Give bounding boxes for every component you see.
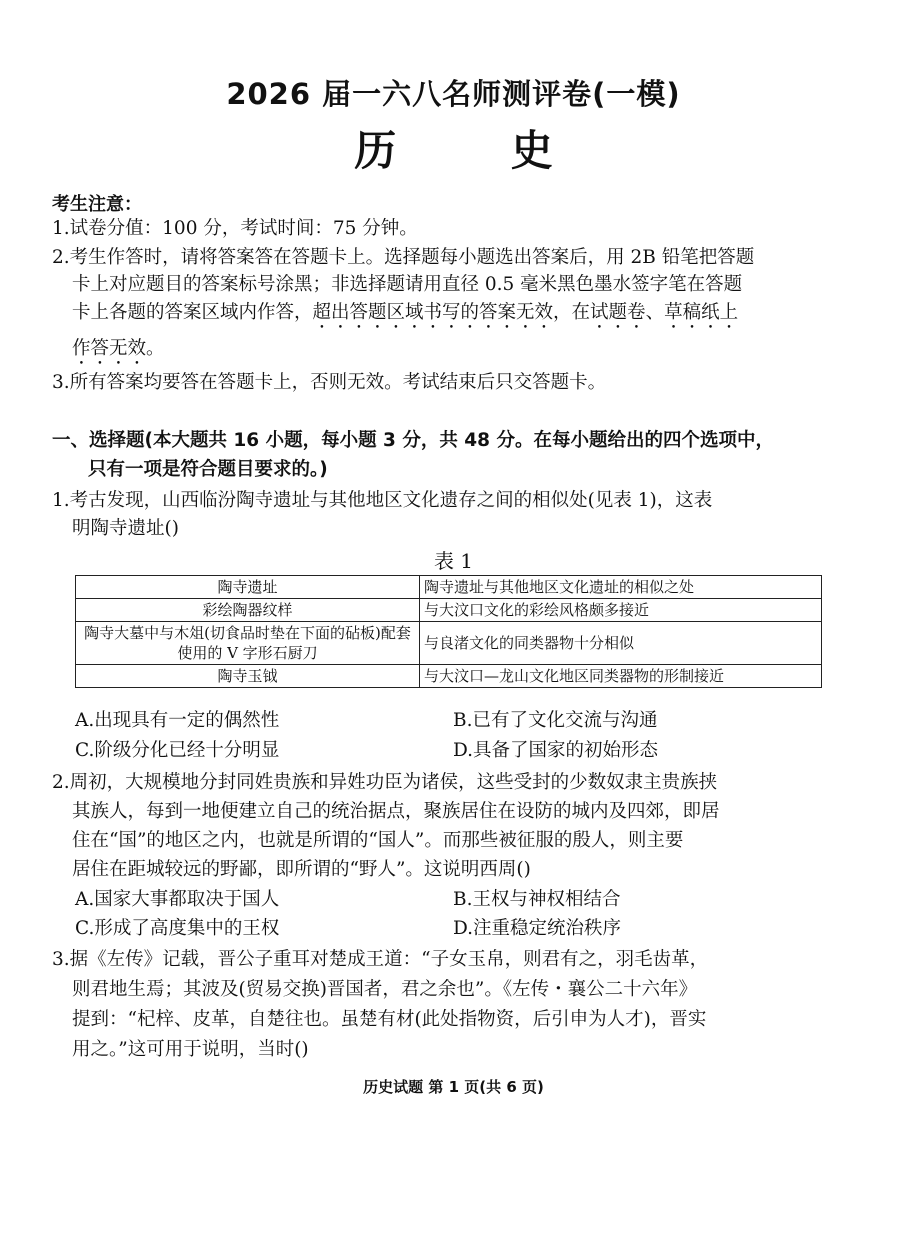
notice-item-3: 3.所有答案均要答在答题卡上，否则无效。考试结束后只交答题卡。 <box>52 372 607 393</box>
table-cell: 与大汶口—龙山文化地区同类器物的形制接近 <box>420 665 822 688</box>
table-row <box>76 622 822 665</box>
q2-stem-line-2: 其族人，每到一地便建立自己的统治据点，聚族居住在设防的城内及四郊，即居 <box>72 801 720 822</box>
page-footer: 历史试题 第 1 页(共 6 页) <box>363 1078 544 1096</box>
emphasis-text: 草稿纸上 <box>664 302 739 323</box>
q1-option-d: D.具备了国家的初始形态 <box>453 740 659 761</box>
notice-item-2-line-1: 2.考生作答时，请将答案答在答题卡上。选择题每小题选出答案后，用 2B 铅笔把答题 <box>52 247 755 268</box>
table-cell: 陶寺遗址与其他地区文化遗址的相似之处 <box>420 576 822 599</box>
table-cell: 彩绘陶器纹样 <box>76 599 420 622</box>
notice-text: 。 <box>146 338 165 359</box>
notice-item-1: 1.试卷分值：100 分，考试时间：75 分钟。 <box>52 218 418 239</box>
q2-option-c: C.形成了高度集中的王权 <box>75 918 280 939</box>
table-row <box>76 599 822 622</box>
notice-item-2-line-4 <box>72 334 862 369</box>
notice-text: ，在 <box>553 302 591 323</box>
q3-stem-line-1: 3.据《左传》记载，晋公子重耳对楚成王道：“子女玉帛，则君有之，羽毛齿革， <box>52 949 709 970</box>
subject-title: 历 史 <box>354 126 603 175</box>
q2-stem-line-1: 2.周初，大规模地分封同姓贵族和异姓功臣为诸侯，这些受封的少数奴隶主贵族挟 <box>52 772 718 793</box>
table-cell: 与大汶口文化的彩绘风格颇多接近 <box>420 599 822 622</box>
table-caption: 表 1 <box>433 549 474 573</box>
table-row <box>76 665 822 688</box>
q2-stem-line-4: 居住在距城较远的野鄙，即所谓的“野人”。这说明西周() <box>72 859 531 880</box>
q1-stem-line-1: 1.考古发现，山西临汾陶寺遗址与其他地区文化遗存之间的相似处(见表 1)，这表 <box>52 490 713 511</box>
q2-option-a: A.国家大事都取决于国人 <box>75 889 280 910</box>
q1-option-b: B.已有了文化交流与沟通 <box>453 710 658 731</box>
q1-stem-line-2: 明陶寺遗址() <box>72 518 179 539</box>
q3-stem-line-4: 用之。”这可用于说明，当时() <box>72 1039 309 1060</box>
notice-item-2-line-2: 卡上对应题目的答案标号涂黑；非选择题请用直径 0.5 毫米黑色墨水签字笔在答题 <box>72 274 743 295</box>
notice-item-2-line-3 <box>72 298 862 333</box>
table-row <box>76 576 822 599</box>
q3-stem-line-2: 则君地生焉；其波及(贸易交换)晋国者，君之余也”。《左传・襄公二十六年》 <box>72 979 698 1000</box>
notice-text: 卡上各题的答案区域内作答， <box>72 302 313 323</box>
table-cell: 陶寺遗址 <box>76 576 420 599</box>
section-heading-line-1: 一、选择题(本大题共 16 小题，每小题 3 分，共 48 分。在每小题给出的四个选项中， <box>52 430 774 451</box>
q2-option-b: B.王权与神权相结合 <box>453 889 621 910</box>
q1-option-a: A.出现具有一定的偶然性 <box>75 710 280 731</box>
q2-option-d: D.注重稳定统治秩序 <box>453 918 622 939</box>
table-cell: 陶寺玉钺 <box>76 665 420 688</box>
q2-stem-line-3: 住在“国”的地区之内，也就是所谓的“国人”。而那些被征服的殷人，则主要 <box>72 830 684 851</box>
emphasis-text: 超出答题区域书写的答案无效 <box>312 302 554 323</box>
emphasis-text: 作答无效 <box>72 338 147 359</box>
q1-option-c: C.阶级分化已经十分明显 <box>75 740 280 761</box>
table-cell: 陶寺大墓中与木俎(切食品时垫在下面的砧板)配套使用的 V 字形石厨刀 <box>76 622 420 665</box>
notice-text: 、 <box>645 302 665 323</box>
section-heading-line-2: 只有一项是符合题目要求的。) <box>88 459 328 480</box>
exam-title: 2026 届一六八名师测评卷(一模) <box>226 77 681 111</box>
table-cell: 与良渚文化的同类器物十分相似 <box>420 622 822 665</box>
notice-heading: 考生注意： <box>52 194 142 215</box>
comparison-table <box>75 575 822 688</box>
q3-stem-line-3: 提到：“杞梓、皮革，自楚往也。虽楚有材(此处指物资，后引申为人才)，晋实 <box>72 1009 707 1030</box>
emphasis-text: 试题卷 <box>590 302 646 323</box>
